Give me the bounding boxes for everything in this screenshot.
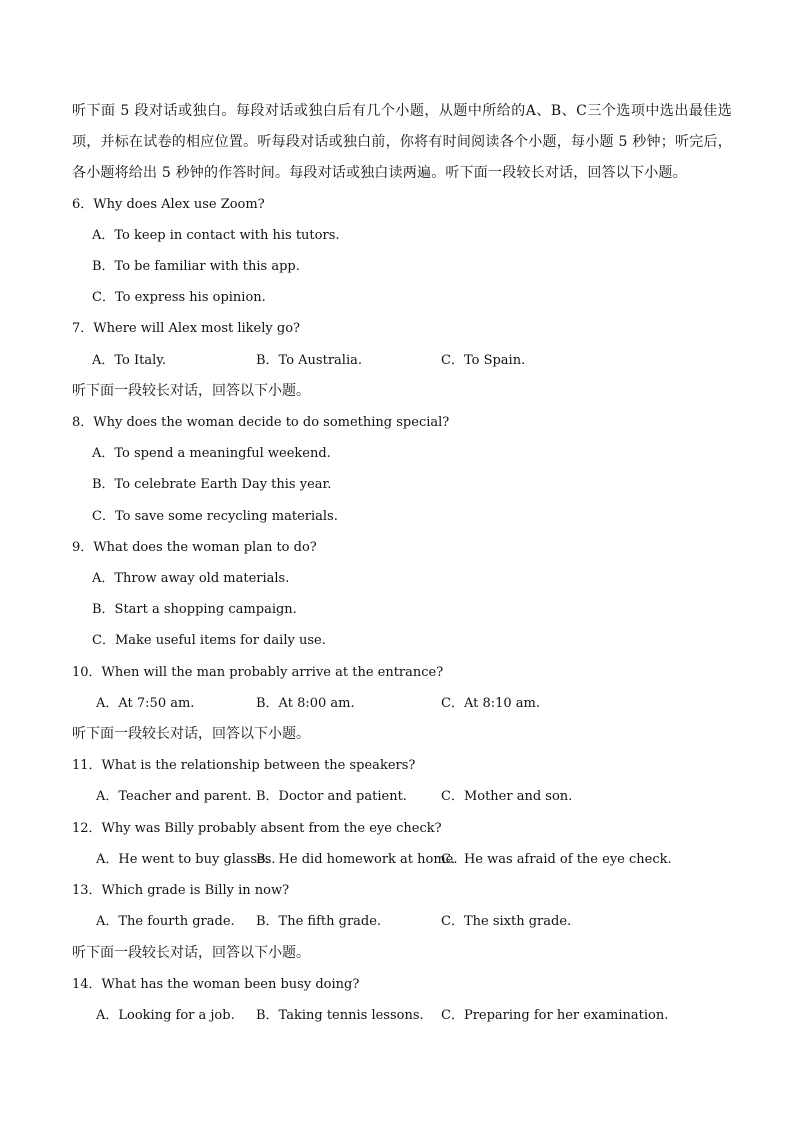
question-stem: 9．What does the woman plan to do? [72,540,317,555]
listening-instructions: 听下面 5 段对话或独白。每段对话或独白后有几个小题，从题中所给的A、B、C三个选项中选出最佳选项，并标在试卷的相应位置。听每段对话或独白前，你将有时间阅读各个小题，每小题 5 秒钟；听完后，各小题将给出 5 秒钟的作答时间。每段对话或独白读两遍。听下面一段较长对话，回答以下小题。 [72,103,732,181]
option-b: B．To Australia. [256,353,362,368]
option-b: B．Start a shopping campaign. [92,602,297,617]
option-b: B．Doctor and patient. [256,789,407,804]
question-stem: 13．Which grade is Billy in now? [72,883,290,898]
question-stem: 8．Why does the woman decide to do something special? [72,415,450,430]
section-instruction: 听下面一段较长对话，回答以下小题。 [72,945,310,961]
option-b: B．To celebrate Earth Day this year. [92,477,332,492]
option-c: C．To save some recycling materials. [92,509,338,524]
option-c: C．Mother and son. [441,789,573,804]
option-b: B．The fifth grade. [256,914,382,929]
option-b: B．At 8:00 am. [256,696,355,711]
option-a: A．To keep in contact with his tutors. [92,228,340,243]
section-instruction: 听下面一段较长对话，回答以下小题。 [72,726,310,742]
option-a: A．To Italy. [92,353,167,368]
option-b: B．Taking tennis lessons. [256,1008,424,1023]
option-c: C．He was afraid of the eye check. [441,852,672,867]
option-a: A．To spend a meaningful weekend. [92,446,331,461]
question-stem: 10．When will the man probably arrive at the entrance? [72,665,444,680]
option-c: C．Make useful items for daily use. [92,633,326,648]
option-a: A．Looking for a job. [96,1008,235,1023]
option-b: B．He did homework at home. [256,852,458,867]
option-c: C．Preparing for her examination. [441,1008,669,1023]
option-a: A．The fourth grade. [96,914,235,929]
option-a: A．At 7:50 am. [96,696,195,711]
option-b: B．To be familiar with this app. [92,259,300,274]
question-stem: 14．What has the woman been busy doing? [72,977,360,992]
question-stem: 11．What is the relationship between the speakers? [72,758,416,773]
option-c: C．To Spain. [441,353,526,368]
option-a: A．Teacher and parent. [96,789,252,804]
section-instruction: 听下面一段较长对话，回答以下小题。 [72,383,310,399]
question-stem: 7．Where will Alex most likely go? [72,321,300,336]
question-stem: 12．Why was Billy probably absent from the eye check? [72,821,442,836]
option-a: A．Throw away old materials. [92,571,290,586]
option-c: C．To express his opinion. [92,290,266,305]
option-c: C．The sixth grade. [441,914,572,929]
option-a: A．He went to buy glasses. [96,852,276,867]
option-c: C．At 8:10 am. [441,696,540,711]
question-stem: 6．Why does Alex use Zoom? [72,197,265,212]
